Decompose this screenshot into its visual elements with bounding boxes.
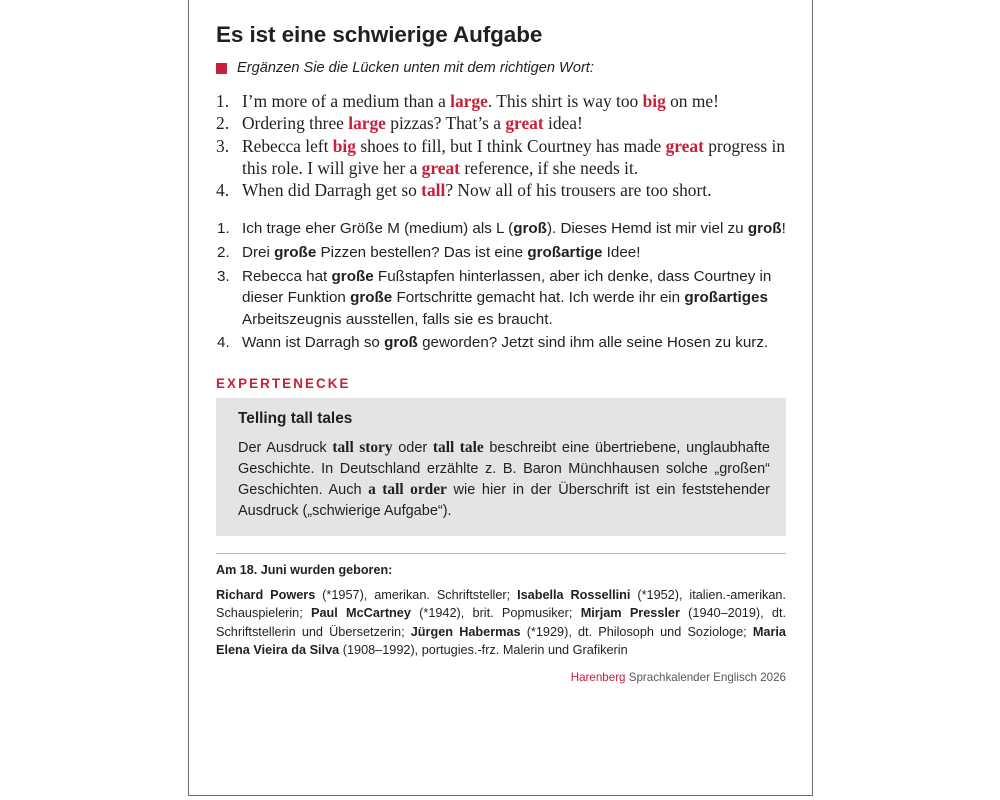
- expert-text: oder: [392, 439, 433, 456]
- sentence-text: . This shirt is way too: [487, 91, 643, 112]
- answer-word: large: [348, 113, 386, 134]
- sentence-text: progress in this role. I will give her a: [242, 135, 786, 178]
- birthday-person-name: Maria Elena Vieira da Silva: [216, 624, 786, 658]
- footer-text: Sprachkalender Englisch 2026: [625, 670, 786, 684]
- expert-text: Der Ausdruck: [238, 439, 333, 456]
- birthday-person-name: Isabella Rossellini: [517, 587, 631, 602]
- list-item-number: 2.: [217, 244, 230, 262]
- list-item-number: 1.: [217, 220, 230, 238]
- birthday-person-detail: (*1929), dt. Philosoph und Soziologe;: [520, 624, 753, 639]
- footer-attribution: [216, 671, 786, 684]
- expert-corner-title: Telling tall tales: [238, 409, 353, 427]
- list-item: [216, 90, 786, 112]
- birthday-person-detail: (*1952), italien.-amerikan. Schauspielerin;: [216, 587, 786, 621]
- sentence-text: Fortschritte gemacht hat. Ich werde ihr ein: [392, 289, 685, 307]
- sentence-text: reference, if she needs it.: [459, 157, 639, 178]
- page-title: Es ist eine schwierige Aufgabe: [216, 22, 543, 47]
- answer-word: große: [350, 289, 393, 307]
- answer-word: große: [274, 244, 317, 262]
- calendar-page: [188, 0, 813, 796]
- answer-word: große: [331, 267, 374, 285]
- answer-word: big: [332, 135, 356, 156]
- expert-corner-label: EXPERTENECKE: [216, 375, 351, 391]
- answer-word: groß: [384, 334, 418, 352]
- list-item-number: 4.: [217, 334, 230, 352]
- sentence-text: shoes to fill, but I think Courtney has made: [355, 135, 666, 156]
- sentence-text: Idee!: [602, 244, 641, 262]
- expert-corner-box: [216, 398, 786, 536]
- expert-corner-body: [238, 437, 770, 522]
- english-exercise-list: [216, 90, 786, 201]
- sentence-text: geworden? Jetzt sind ihm alle seine Hosen zu kurz.: [417, 334, 769, 352]
- answer-word: groß: [747, 220, 782, 238]
- list-item: [216, 135, 786, 180]
- birthday-heading: Am 18. Juni wurden geboren:: [216, 562, 393, 577]
- birthday-person-name: Mirjam Pressler: [580, 606, 680, 621]
- sentence-text: Rebecca left: [242, 135, 333, 156]
- expert-text: wie hier in der Überschrift ist ein feststehender Ausdruck („schwierige Aufgabe“).: [238, 482, 770, 520]
- sentence-text: Arbeitszeugnis ausstellen, falls sie es braucht.: [242, 310, 553, 328]
- answer-word: great: [505, 113, 544, 134]
- sentence-text: I’m more of a medium than a: [242, 91, 451, 112]
- answer-word: large: [450, 91, 488, 112]
- expert-text: beschreibt eine übertriebene, unglaubhafte Geschichte. In Deutschland erzählte z. B. Baron Münchhausen solche „großen“ Geschichten. Auch: [238, 439, 770, 499]
- birthday-person-name: Richard Powers: [216, 587, 316, 602]
- answer-word: tall: [421, 180, 446, 201]
- birthday-person-name: Jürgen Habermas: [410, 624, 521, 639]
- list-item: [216, 332, 786, 354]
- sentence-text: Drei: [242, 244, 275, 262]
- sentence-text: Wann ist Darragh so: [242, 334, 385, 352]
- answer-word: big: [642, 91, 666, 112]
- sentence-text: Rebecca hat: [242, 267, 332, 285]
- instruction-line: [216, 59, 786, 77]
- list-item-number: 2.: [216, 113, 230, 134]
- birthday-person-name: Paul McCartney: [311, 606, 411, 621]
- birthday-list: [216, 586, 786, 660]
- sentence-text: !: [781, 220, 786, 238]
- sentence-text: ). Dieses Hemd ist mir viel zu: [546, 220, 748, 238]
- sentence-text: ? Now all of his trousers are too short.: [445, 180, 712, 201]
- answer-word: großartiges: [684, 289, 768, 307]
- list-item-number: 3.: [216, 135, 230, 156]
- sentence-text: Ordering three: [242, 113, 349, 134]
- list-item-number: 3.: [217, 267, 230, 285]
- answer-word: großartige: [527, 244, 603, 262]
- list-item-number: 4.: [216, 180, 230, 201]
- list-item: [216, 179, 786, 201]
- list-item: [216, 242, 786, 264]
- list-item-number: 1.: [216, 91, 230, 112]
- list-item: [216, 112, 786, 134]
- english-term: tall tale: [432, 438, 484, 456]
- german-translation-list: [216, 218, 786, 353]
- list-item: [216, 266, 786, 331]
- english-term: a tall order: [368, 481, 447, 499]
- birthday-person-detail: (*1942), brit. Popmusiker;: [410, 606, 581, 621]
- birthday-person-detail: (1908–1992), portugies.-frz. Malerin und Grafikerin: [339, 643, 628, 658]
- brand-name: Harenberg: [570, 670, 626, 684]
- sentence-text: Ich trage eher Größe M (medium) als L (: [242, 220, 514, 238]
- answer-word: great: [421, 157, 460, 178]
- list-item: [216, 218, 786, 240]
- answer-word: groß: [513, 220, 547, 238]
- sentence-text: Fußstapfen hinterlassen, aber ich denke, dass Courtney in dieser Funktion: [242, 267, 772, 307]
- page-content: [216, 22, 786, 684]
- birthday-person-detail: (*1957), amerikan. Schriftsteller;: [315, 587, 518, 602]
- red-square-icon: [216, 63, 227, 74]
- sentence-text: Pizzen bestellen? Das ist eine: [316, 244, 528, 262]
- section-divider: [216, 553, 786, 554]
- sentence-text: idea!: [543, 113, 583, 134]
- sentence-text: on me!: [665, 91, 719, 112]
- sentence-text: pizzas? That’s a: [385, 113, 506, 134]
- sentence-text: When did Darragh get so: [242, 180, 422, 201]
- birthday-person-detail: (1940–2019), dt. Schriftstellerin und Übersetzerin;: [216, 606, 786, 639]
- english-term: tall story: [332, 438, 393, 456]
- instruction-text: Ergänzen Sie die Lücken unten mit dem richtigen Wort:: [237, 59, 594, 76]
- answer-word: great: [665, 135, 704, 156]
